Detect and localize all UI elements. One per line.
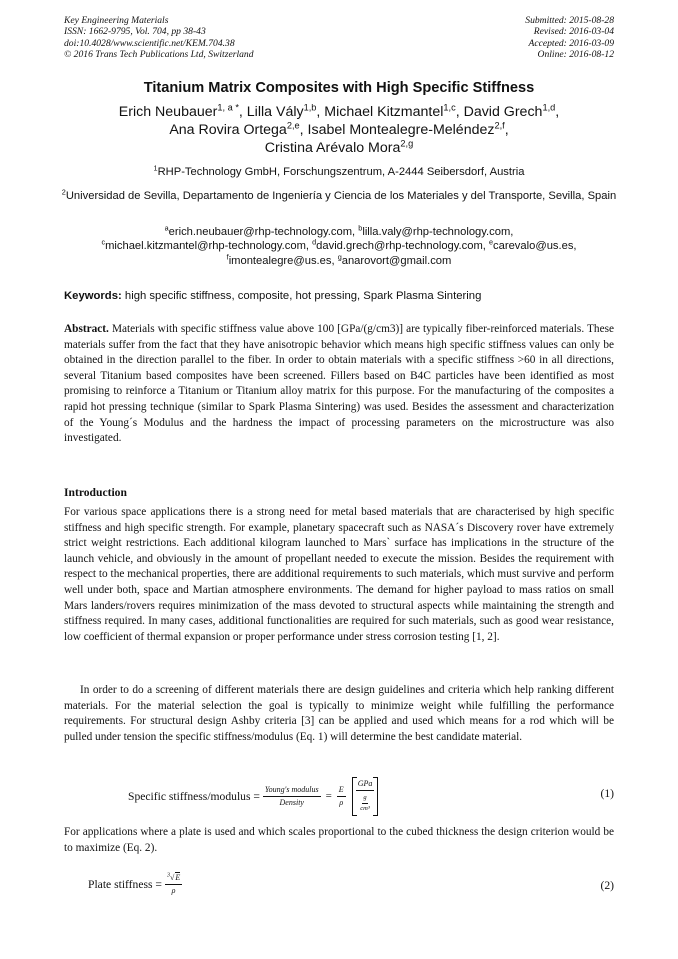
- author-affiliation-marker: 2,f: [494, 120, 505, 131]
- email-address[interactable]: carevalo@us.es,: [493, 240, 577, 253]
- doi-line: doi:10.4028/www.scientific.net/KEM.704.38: [64, 37, 235, 49]
- author-affiliation-marker: 2,e: [286, 120, 300, 131]
- journal-name: Key Engineering Materials: [64, 15, 169, 26]
- author-affiliation-marker: 1,c: [443, 102, 456, 113]
- equation-1-unit-fraction: GPa g cm³: [357, 778, 373, 812]
- accepted-date: Accepted: 2016-03-09: [528, 37, 614, 49]
- author-affiliation-marker: 1,d: [542, 102, 556, 113]
- introduction-paragraph-3: For applications where a plate is used and which scales proportional to the cubed thickness the design criterion would be to maximize (Eq. 2).: [64, 826, 614, 854]
- email-address[interactable]: lilla.valy@rhp-technology.com,: [362, 226, 514, 238]
- email-address[interactable]: michael.kitzmantel@rhp-technology.com,: [105, 240, 309, 253]
- equation-2: [88, 866, 185, 902]
- journal-header-right: [525, 15, 614, 60]
- equation-2-fraction: $\frac{^3√E}{\rho}$: [166, 871, 181, 895]
- equation-1-unit-bracket: [352, 777, 379, 816]
- email-address[interactable]: anarovort@gmail.com: [341, 254, 452, 267]
- author-name: Ana Rovira Ortega: [169, 122, 287, 139]
- author-name: Cristina Arévalo Mora: [264, 140, 401, 157]
- equation-1-fraction: $\frac{\text{Young's modulus}}{\text{Density}}$: [264, 784, 319, 807]
- affiliation-2: $^2$Universidad de Sevilla, Departamento de Ingeniería y Ciencia de los Materiales y del Transporte, Sevilla, Spain: [61, 187, 617, 202]
- issn-line: ISSN: 1662-9795, Vol. 704, pp 38-43: [64, 26, 206, 38]
- abstract: [64, 322, 614, 447]
- paper-title: Titanium Matrix Composites with High Specific Stiffness: [143, 80, 535, 96]
- keywords: [64, 290, 614, 302]
- author-affiliation-marker: 1, a *: [217, 102, 239, 113]
- email-address[interactable]: erich.neubauer@rhp-technology.com,: [168, 226, 356, 238]
- author-name: Isabel Montealegre-Meléndez: [307, 122, 495, 139]
- author-list: Erich Neubauer$^{1, a *}$, Lilla Vály$^{1,b}$, Michael Kitzmantel$^{1,c}$, David Grech$^{1,d}$, Ana Rovira Ortega$^{2,e}$, Isabel Montealegre-Meléndez$^{2,f}$, Cristina Arévalo Mora$^{2,g}$: [118, 102, 560, 157]
- section-heading-introduction: Introduction: [64, 486, 127, 499]
- introduction-paragraph-2: In order to do a screening of different materials there are design guidelines and criteria which help ranking different materials. For the material selection the goal is typically to minimize weight while fulfilling the performance requirements. For structural design Ashby criteria [3] can be applied and used which means for a rod which will be pulled under tension the specific stiffness/modulus (Eq. 1) will determine the best candidate material.: [64, 684, 614, 743]
- email-address[interactable]: imontealegre@us.es,: [228, 254, 335, 267]
- journal-header-left: [64, 15, 254, 60]
- introduction-paragraph-1: For various space applications there is a strong need for metal based materials that are characterised by high specific stiffness and high specific strength. For example, planetary spacecraft such as NASA´s Discovery rover have extremely strict weight restrictions. Each additional kilogram launched to Mars` surface has implications in the structure of the launch vehicle, and obviously in the amount of propellant needed to execute the mission. Besides the requirement with respect to the mechanical properties, there are additional requirements to such materials, which must survive and perform well under both, space and Martian atmosphere environments. The demand for higher payload to mass ratios on small Mars landers/rovers requires minimization of the mass devoted to structural aspects while maintaining the strength and stiffness required. In many cases, additional functionalities are required for such materials, such as good wear resistance, low coefficient of thermal expansion or proper performance under stress corrosion testing [1, 2].: [64, 506, 614, 643]
- online-date: Online: 2016-08-12: [537, 48, 614, 60]
- keywords-label: Keywords:: [64, 290, 122, 302]
- author-name: David Grech: [463, 104, 543, 120]
- email-address[interactable]: david.grech@rhp-technology.com,: [316, 240, 486, 253]
- author-name: Lilla Vály: [246, 104, 304, 120]
- copyright-line: © 2016 Trans Tech Publications Ltd, Switzerland: [64, 48, 254, 60]
- equation-2-number: (2): [600, 879, 614, 892]
- abstract-text: Materials with specific stiffness value above 100 [GPa/(g/cm3)] are typically fiber-reinforced materials. These materials suffer from the fact that they have anisotropic behavior which means high specific stiffness values can only be obtained in the direction parallel to the fiber. In order to obtain materials with a specific stiffness >60 in all directions, several Titanium based composites have been screened. Fillers based on B4C particles have been identified as most promising to reinforce a Titanium or Titanium alloy matrix for this purpose. For the manufacturing of the composites a rapid hot pressing technique (similar to Spark Plasma Sintering) was used. Besides the assessment and characterization of the Young´s Modulus and the hardness the impact of processing parameters on the microstructure was also investigated.: [64, 323, 614, 445]
- affiliation-1: $^1$RHP-Technology GmbH, Forschungszentrum, A-2444 Seibersdorf, Austria: [153, 163, 525, 178]
- keywords-text: high specific stiffness, composite, hot pressing, Spark Plasma Sintering: [124, 290, 482, 302]
- submitted-date: Submitted: 2015-08-28: [525, 15, 614, 26]
- revised-date: Revised: 2016-03-04: [533, 26, 614, 38]
- author-name: Erich Neubauer: [118, 104, 218, 120]
- equation-1-number: (1): [600, 787, 614, 800]
- equation-1: Specific stiffness/modulus = $\frac{\text{Young's modulus}}{\text{Density}}$ = $\frac{E}{\rho}$ GPa g cm³: [128, 776, 378, 816]
- abstract-label: Abstract.: [64, 323, 109, 335]
- author-affiliation-marker: 1,b: [303, 102, 317, 113]
- equation-2-label: Plate stiffness =: [88, 877, 162, 891]
- author-name: Michael Kitzmantel: [324, 104, 444, 120]
- author-affiliation-marker: 2,g: [400, 138, 414, 149]
- email-list: $^a$erich.neubauer@rhp-technology.com, $^b$lilla.valy@rhp-technology.com, $^c$michael.kitzmantel@rhp-technology.com, $^d$david.grech@rhp-technology.com, $^e$carevalo@us.es, $^f$imontealegre@us.es, $^g$anarovort@gmail.com: [101, 223, 577, 267]
- equation-1-label: Specific stiffness/modulus =: [128, 789, 260, 803]
- equation-1-e-over-rho: $\frac{E}{\rho}$: [338, 784, 344, 807]
